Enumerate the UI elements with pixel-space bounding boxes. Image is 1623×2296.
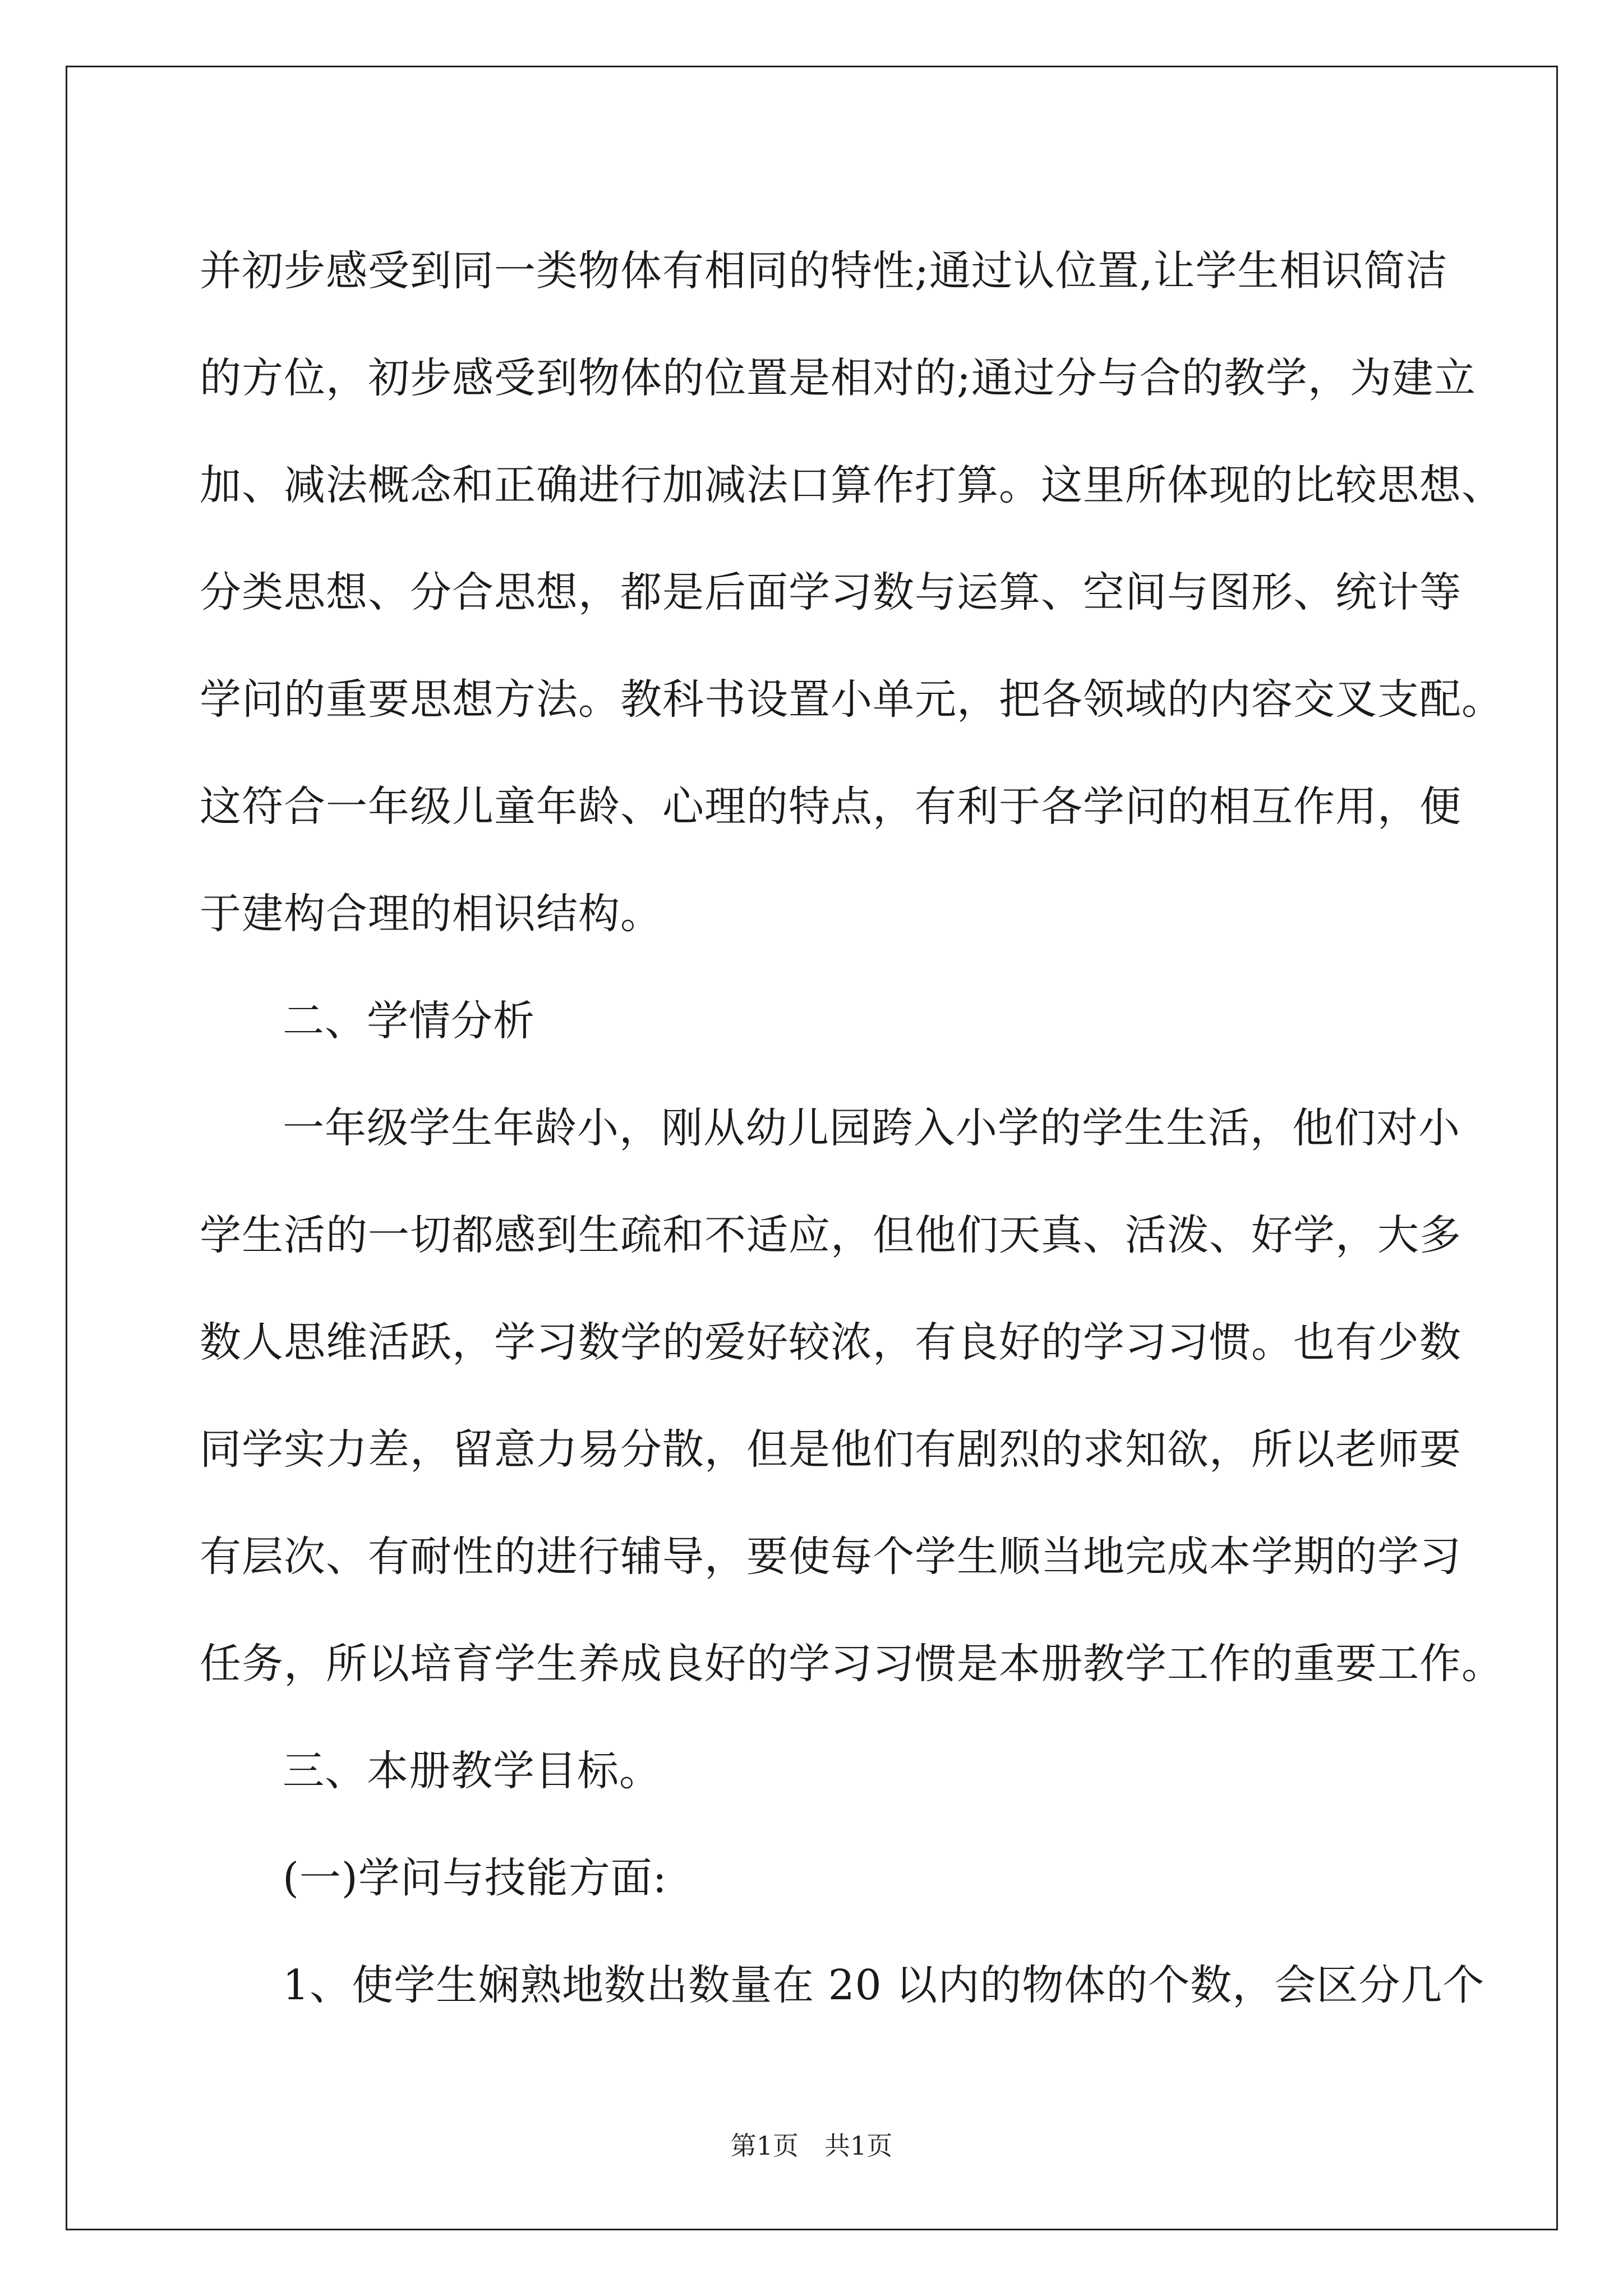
text-line: 同学实力差，留意力易分散，但是他们有剧烈的求知欲，所以老师要 — [200, 1425, 1461, 1474]
text-line: 加、减法概念和正确进行加减法口算作打算。这里所体现的比较思想、 — [200, 461, 1504, 509]
text-line: 任务，所以培育学生养成良好的学习习惯是本册教学工作的重要工作。 — [200, 1640, 1504, 1688]
document-body — [200, 218, 1504, 2039]
section-heading-teaching-goals: 三、本册教学目标。 — [283, 1747, 661, 1795]
text-line: 学问的重要思想方法。教科书设置小单元，把各领域的内容交叉支配。 — [200, 675, 1504, 724]
text-line: 的方位，初步感受到物体的位置是相对的;通过分与合的教学，为建立 — [200, 354, 1476, 402]
text-line: 分类思想、分合思想，都是后面学习数与运算、空间与图形、统计等 — [200, 568, 1461, 616]
text-line: 一年级学生年龄小，刚从幼儿园跨入小学的学生生活，他们对小 — [283, 1104, 1460, 1152]
text-line: 并初步感受到同一类物体有相同的特性;通过认位置,让学生相识简洁 — [200, 247, 1448, 295]
text-line: 这符合一年级儿童年龄、心理的特点，有利于各学问的相互作用，便 — [200, 783, 1461, 831]
subsection-heading-knowledge-skills: (一)学问与技能方面: — [283, 1854, 667, 1902]
text-line: 有层次、有耐性的进行辅导，要使每个学生顺当地完成本学期的学习 — [200, 1533, 1461, 1581]
text-line: 于建构合理的相识结构。 — [200, 890, 662, 938]
page-footer: 第1页 共1页 — [730, 2131, 893, 2161]
section-heading-learning-analysis: 二、学情分析 — [283, 997, 535, 1045]
text-line: 1、使学生娴熟地数出数量在 20 以内的物体的个数，会区分几个 — [283, 1961, 1485, 2009]
text-line: 学生活的一切都感到生疏和不适应，但他们天真、活泼、好学，大多 — [200, 1211, 1461, 1259]
text-line: 数人思维活跃，学习数学的爱好较浓，有良好的学习习惯。也有少数 — [200, 1318, 1461, 1366]
